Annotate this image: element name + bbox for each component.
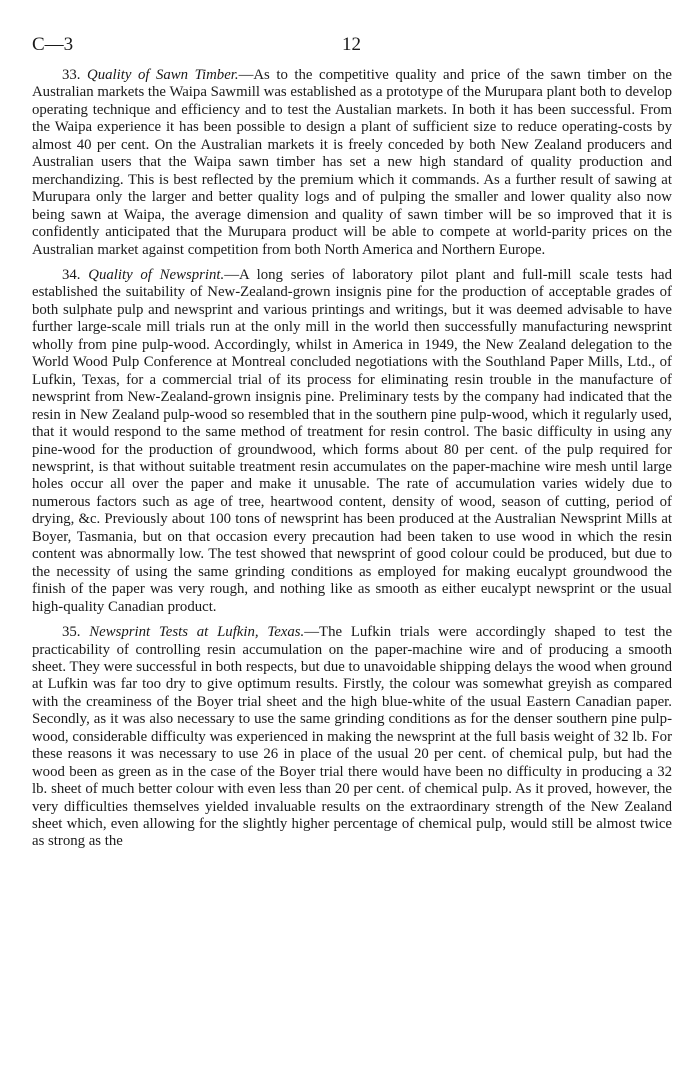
page-number: 12 [342,34,361,55]
page-header [32,34,664,58]
paragraph-text: —The Lufkin trials were accordingly shaped to test the practicability of controlling resin accumulation on the paper-machine wire and of producing a smooth sheet. They were successful in both respects, but due to unavoidable shipping delays the wood when ground at Lufkin was far too dry to give optimum results. Firstly, the colour was somewhat greyish as compared with the creaminess of the Boyer trial sheet and the high blue-white of the usual Eastern Canadian paper. Secondly, as it was also necessary to use the same grinding conditions as for the denser southern pine pulp-wood, considerable difficulty was experienced in making the newsprint at the full basis weight of 32 lb. For these reasons it was necessary to use 26 in place of the usual 20 per cent. of chemical pulp, but had the wood been as green as in the case of the Boyer trial there would have been no difficulty in producing a 32 lb. sheet of much better colour with even less than 20 per cent. of chemical pulp. As it proved, however, the very difficulties themselves yielded invaluable results on the extraordinary strength of the New Zealand sheet which, even allowing for the slightly higher percentage of chemical pulp, would still be almost twice as strong as the [32,624,673,850]
paragraph-heading: Quality of Sawn Timber. [87,67,239,83]
paragraph-number: 35. [62,624,81,641]
paragraph-heading: Quality of Newsprint. [88,266,225,283]
paragraph-number: 33. [62,67,81,83]
paragraph-35 [32,624,672,851]
paragraph-text: —A long series of laboratory pilot plant and full-mill scale tests had established the suitability of New-Zealand-grown insignis pine for the production of acceptable grades of both sulphate pulp and newsprint and various printings and writings, but it was deemed advisable to have further large-scale mill trials run at the only mill in the world then successfully manufacturing newsprint wholly from pine pulp-wood. Accordingly, whilst in America in 1949, the New Zealand delegation to the World Wood Pulp Conference at Montreal concluded negotiations with the Southland Paper Mills, Ltd., of Lufkin, Texas, for a commercial trial of its process for eliminating resin trouble in the manufacture of newsprint from New-Zealand-grown insignis pine. Preliminary tests by the company had indicated that the resin in New Zealand pulp-wood so resembled that in the southern pine pulp-wood, which it regularly used, that it would respond to the same method of treatment for resin control. The basic difficulty in using any pine-wood for the production of groundwood, which forms about 80 per cent. of the pulp required for newsprint, is that without suitable treatment resin accumulates on the paper-machine wire mesh until large holes occur all over the paper and make it unusable. The rate of accumulation varies widely due to numerous factors such as age of tree, heartwood content, density of wood, season of cutting, period of drying, &c. Previously about 100 tons of newsprint has been produced at the Australian Newsprint Mills at Boyer, Tasmania, but on that occasion every precaution had been taken to use wood in which the resin content was abnormally low. The test showed that newsprint of good colour could be produced, but due to the necessity of using the same grinding conditions as employed for making eucalypt groundwood the finish of the paper was very rough, and nothing like as smooth as either eucalypt newsprint or the usual high-quality Canadian product. [32,266,672,615]
paragraph-number: 34. [62,266,81,283]
paragraph-33 [32,67,672,259]
document-reference: C—3 [32,34,74,55]
paragraph-heading: Newsprint Tests at Lufkin, Texas. [89,624,305,641]
body-text [32,67,672,859]
paragraph-text: —As to the competitive quality and price of the sawn timber on the Australian markets the Waipa Sawmill was established as a prototype of the Murupara plant both to develop operating technique and efficiency and to test the Austalian markets. In both it has been successful. From the Waipa experience it has been possible to design a plant of sufficient size to reduce operating-costs by almost 40 per cent. On the Australian markets it is freely conceded by both New Zealand producers and Australian users that the Waipa sawn timber has set a new high standard of quality production and merchandizing. This is best reflected by the premium which it commands. As a further result of sawing at Murupara only the larger and better quality logs and of pulping the smaller and lower quality also now being sawn at Waipa, the average dimension and quality of sawn timber will be so improved that it is confidently anticipated that the Murupara product will be able to compete at world-parity prices on the Australian market against competition from both North America and Northern Europe. [32,67,672,258]
paragraph-34 [32,267,672,616]
